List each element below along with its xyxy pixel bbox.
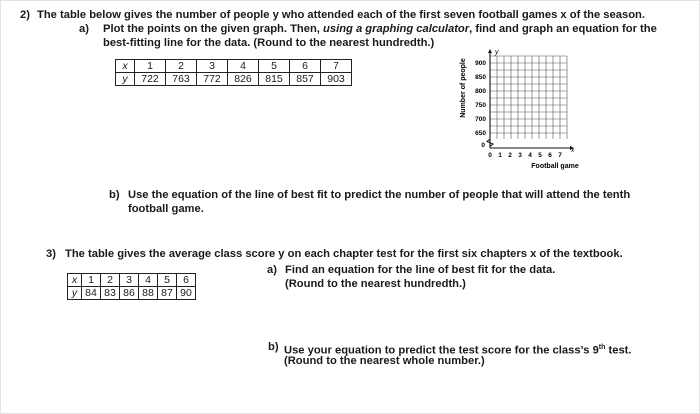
q2a-text-line2: best-fitting line for the data. (Round to the nearest hundredth.) xyxy=(103,37,435,49)
q2a-text-line1 xyxy=(103,23,657,36)
y-cell: 84 xyxy=(82,287,101,300)
table-row-x xyxy=(116,60,352,73)
y-cell: 903 xyxy=(321,73,352,86)
y-cell: 763 xyxy=(166,73,197,86)
q2a-text-italic: using a graphing calculator xyxy=(323,23,470,35)
y-tick-labels xyxy=(475,60,486,149)
y-cell: 87 xyxy=(158,287,177,300)
x-tick-label: 4 xyxy=(528,152,532,159)
y-var-label: y xyxy=(495,49,499,56)
x-cell: 1 xyxy=(82,274,101,287)
q3-number: 3) xyxy=(46,248,56,260)
x-tick-label: 6 xyxy=(548,152,552,159)
x-cell: 2 xyxy=(166,60,197,73)
y-cell: 90 xyxy=(177,287,196,300)
x-cell: 3 xyxy=(197,60,228,73)
y-header-cell: y xyxy=(68,287,82,300)
y-cell: 826 xyxy=(228,73,259,86)
q2b-label: b) xyxy=(109,189,120,201)
q3b-text-sup: th xyxy=(598,344,606,351)
x-tick-label: 5 xyxy=(538,152,542,159)
y-tick-label: 650 xyxy=(475,130,486,137)
y-tick-label: 900 xyxy=(475,60,486,67)
blank-graph xyxy=(455,44,625,172)
y-cell: 86 xyxy=(120,287,139,300)
x-cell: 6 xyxy=(290,60,321,73)
y-cell: 88 xyxy=(139,287,158,300)
y-axis-arrow xyxy=(488,49,492,53)
x-cell: 3 xyxy=(120,274,139,287)
origin-label: 0 xyxy=(481,142,485,149)
x-header-cell: x xyxy=(116,60,135,73)
x-cell: 6 xyxy=(177,274,196,287)
q2-data-table xyxy=(115,59,352,86)
q2-number: 2) xyxy=(20,9,30,21)
x-tick-label: 2 xyxy=(508,152,512,159)
x-cell: 4 xyxy=(228,60,259,73)
q3-data-table xyxy=(67,273,196,300)
grid xyxy=(487,49,574,150)
q3b-text-line2: (Round to the nearest whole number.) xyxy=(284,355,485,367)
y-tick-label: 700 xyxy=(475,116,486,123)
x-cell: 5 xyxy=(158,274,177,287)
q3b-text-pre: Use your equation to predict the test score for the class’s 9 xyxy=(284,344,599,357)
q2b-text-line1: Use the equation of the line of best fit to predict the number of people that will attend the tenth xyxy=(128,189,631,201)
table-row-y xyxy=(68,287,196,300)
x-tick-labels xyxy=(488,152,562,159)
q2a-text-post: , find and graph an equation for the xyxy=(469,23,657,35)
y-tick-label: 750 xyxy=(475,102,486,109)
q3a-text-line2: (Round to the nearest hundredth.) xyxy=(285,278,466,290)
y-cell: 857 xyxy=(290,73,321,86)
x-axis-title: Football game xyxy=(531,163,579,170)
q2a-label: a) xyxy=(79,23,89,35)
table-row-x xyxy=(68,274,196,287)
y-header-cell: y xyxy=(116,73,135,86)
y-tick-label: 800 xyxy=(475,88,486,95)
x-cell: 2 xyxy=(101,274,120,287)
y-cell: 83 xyxy=(101,287,120,300)
q3b-label: b) xyxy=(268,341,279,353)
x-cell: 1 xyxy=(135,60,166,73)
y-cell: 772 xyxy=(197,73,228,86)
q3a-text-line1: Find an equation for the line of best fit for the data. xyxy=(285,264,556,276)
x-tick-label: 0 xyxy=(488,152,492,159)
y-cell: 722 xyxy=(135,73,166,86)
q2b-text-line2: football game. xyxy=(128,203,204,215)
x-tick-label: 7 xyxy=(558,152,562,159)
y-cell: 815 xyxy=(259,73,290,86)
x-tick-label: 3 xyxy=(518,152,522,159)
q2-stem: The table below gives the number of people y who attended each of the first seven football games x of the season. xyxy=(37,9,645,21)
y-axis-title: Number of people xyxy=(460,58,467,118)
x-cell: 5 xyxy=(259,60,290,73)
x-cell: 4 xyxy=(139,274,158,287)
x-tick-label: 1 xyxy=(498,152,502,159)
x-header-cell: x xyxy=(68,274,82,287)
q3b-text-post: test. xyxy=(605,344,632,357)
q3a-label: a) xyxy=(267,264,277,276)
x-cell: 7 xyxy=(321,60,352,73)
q3-stem: The table gives the average class score y on each chapter test for the first six chapters x of the textbook. xyxy=(65,248,623,260)
y-tick-label: 850 xyxy=(475,74,486,81)
q2a-text-pre: Plot the points on the given graph. Then, xyxy=(103,23,324,35)
x-var-label: x xyxy=(571,147,575,154)
table-row-y xyxy=(116,73,352,86)
